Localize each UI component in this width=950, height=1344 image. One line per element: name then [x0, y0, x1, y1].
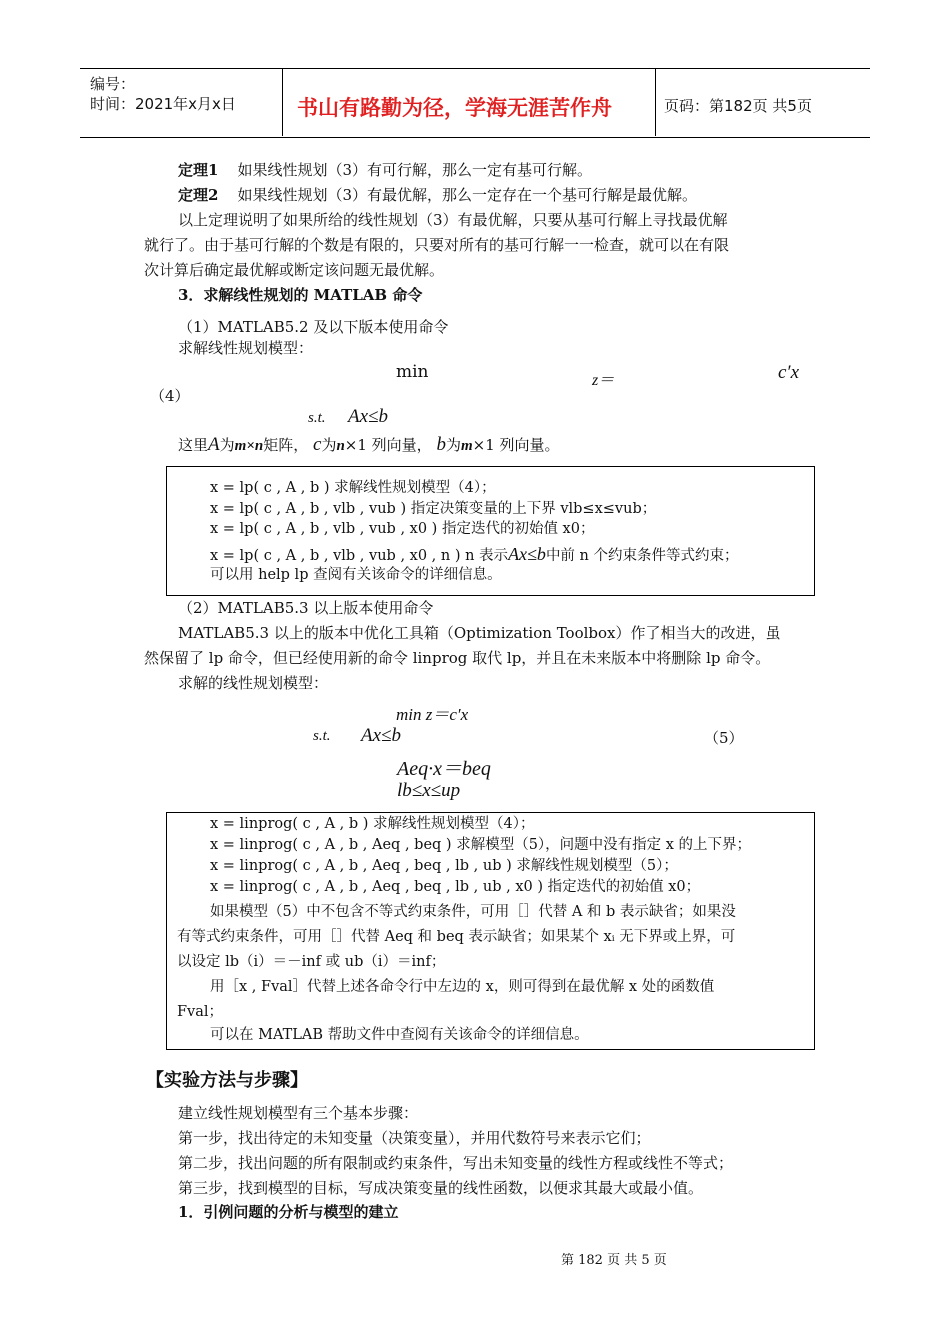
- model4-cx: c′x: [778, 362, 800, 383]
- theorem-1: [178, 163, 592, 178]
- code-line: x = lp( c , A , b , vlb , vub , x0 ) 指定迭代的初始值 x0；: [210, 521, 595, 537]
- code-line: [210, 544, 739, 564]
- subheading-matlab52: （1）MATLAB5.2 及以下版本使用命令: [178, 318, 449, 336]
- code-text: x = lp( c , A , b , vlb , vub , x0 , n ) n 表示: [210, 548, 509, 564]
- dim-m: m: [460, 438, 473, 454]
- code-text: 中前 n 个约束条件等式约束；: [545, 548, 739, 564]
- code-line: 可以用 help lp 查阅有关该命令的详细信息。: [210, 567, 502, 583]
- code-line: 用［x , Fval］代替上述各命令行中左边的 x，则可得到在最优解 x 处的函数值: [210, 979, 715, 995]
- paragraph-line: 以上定理说明了如果所给的线性规划（3）有最优解，只要从基可行解上寻找最优解: [178, 211, 728, 229]
- where-text: ×1 列向量。: [472, 436, 560, 454]
- header-motto: 书山有路勤为径，学海无涯苦作舟: [297, 96, 612, 120]
- where-line: [178, 434, 560, 455]
- where-text: 为: [321, 436, 337, 454]
- model4-min: min: [396, 362, 429, 382]
- code-math: Ax≤b: [508, 544, 546, 564]
- vector-b: b: [436, 434, 446, 455]
- theorem-2-text: 如果线性规划（3）有最优解，那么一定存在一个基可行解是最优解。: [237, 186, 698, 204]
- model5-st: s.t.: [313, 728, 331, 744]
- where-text: ×1 列向量，: [344, 436, 432, 454]
- paragraph-line: 然保留了 lp 命令，但已经使用新的命令 linprog 取代 lp，并且在未来版本中将删除 lp 命令。: [144, 649, 771, 667]
- theorem-2-label: 定理2: [178, 186, 219, 204]
- where-text: 矩阵，: [263, 436, 309, 454]
- section-title: 【实验方法与步骤】: [146, 1070, 308, 1091]
- code-line: x = linprog( c , A , b , Aeq , beq ) 求解模型（5），问题中没有指定 x 的上下界；: [210, 837, 752, 853]
- paragraph-line: MATLAB5.3 以上的版本中优化工具箱（Optimization Toolbox）作了相当大的改进，虽: [178, 624, 781, 642]
- where-text: 为: [219, 436, 235, 454]
- paragraph-line: 次计算后确定最优解或断定该问题无最优解。: [144, 261, 445, 279]
- code-line: 以设定 lb（i）＝－inf 或 ub（i）＝inf；: [177, 954, 446, 970]
- model4-constraint: Ax≤b: [348, 406, 388, 427]
- code-line: Fval；: [177, 1004, 224, 1020]
- model5-constraint-1: Ax≤b: [361, 725, 401, 746]
- vector-c: c: [313, 434, 322, 455]
- step-line: 第一步，找出待定的未知变量（决策变量），并用代数符号来表示它们；: [178, 1129, 651, 1147]
- header-divider: [655, 68, 656, 136]
- header-time: 时间：2021年x月x日: [90, 95, 236, 113]
- model5-constraint-3: lb≤x≤up: [397, 780, 461, 801]
- code-line: x = lp( c , A , b , vlb , vub ) 指定决策变量的上下界 vlb≤x≤vub；: [210, 501, 657, 517]
- theorem-2: [178, 188, 697, 203]
- matrix-A: A: [208, 434, 220, 455]
- page-footer: 第 182 页 共 5 页: [561, 1253, 667, 1268]
- header-page-info: 页码：第182页 共5页: [664, 97, 812, 115]
- model4-z: z＝: [592, 372, 615, 389]
- where-text: 为: [445, 436, 461, 454]
- code-line: x = linprog( c , A , b , Aeq , beq , lb , ub ) 求解线性规划模型（5）；: [210, 858, 678, 874]
- dim-n: n: [336, 438, 345, 454]
- theorem-1-label: 定理1: [178, 161, 219, 179]
- code-line: x = lp( c , A , b ) 求解线性规划模型（4）；: [210, 480, 496, 496]
- paragraph-line: 就行了。由于基可行解的个数是有限的，只要对所有的基可行解一一检查，就可以在有限: [144, 236, 730, 254]
- theorem-1-text: 如果线性规划（3）有可行解，那么一定有基可行解。: [237, 161, 593, 179]
- model-intro-1: 求解线性规划模型：: [178, 339, 314, 357]
- model5-objective: min z＝c′x: [396, 705, 469, 724]
- model5-constraint-2: Aeq·x＝beq: [397, 758, 491, 780]
- step-line: 第三步，找到模型的目标，写成决策变量的线性函数，以便求其最大或最小值。: [178, 1179, 704, 1197]
- code-line: x = linprog( c , A , b , Aeq , beq , lb , ub , x0 ) 指定迭代的初始值 x0；: [210, 879, 701, 895]
- model4-label: （4）: [150, 387, 190, 405]
- code-line: 可以在 MATLAB 帮助文件中查阅有关该命令的详细信息。: [210, 1027, 589, 1043]
- header-divider: [282, 68, 283, 136]
- header-number: 编号：: [90, 75, 136, 93]
- step-line: 建立线性规划模型有三个基本步骤：: [178, 1104, 419, 1122]
- model4-st: s.t.: [308, 410, 326, 426]
- code-line: x = linprog( c , A , b ) 求解线性规划模型（4）；: [210, 816, 535, 832]
- dim-mn: m×n: [234, 438, 264, 454]
- step-line: 第二步，找出问题的所有限制或约束条件，写出未知变量的线性方程或线性不等式；: [178, 1154, 734, 1172]
- subheading-matlab53: （2）MATLAB5.3 以上版本使用命令: [178, 599, 434, 617]
- where-text: 这里: [178, 436, 209, 454]
- heading-example: 1．引例问题的分析与模型的建立: [178, 1203, 399, 1221]
- model-intro-2: 求解的线性规划模型：: [178, 674, 329, 692]
- code-line: 如果模型（5）中不包含不等式约束条件，可用［］代替 A 和 b 表示缺省；如果没: [210, 904, 736, 920]
- code-line: 有等式约束条件，可用［］代替 Aeq 和 beq 表示缺省；如果某个 xᵢ 无下界或上界，可: [177, 929, 736, 945]
- heading-matlab-commands: 3．求解线性规划的 MATLAB 命令: [178, 286, 423, 304]
- model5-label: （5）: [704, 729, 744, 747]
